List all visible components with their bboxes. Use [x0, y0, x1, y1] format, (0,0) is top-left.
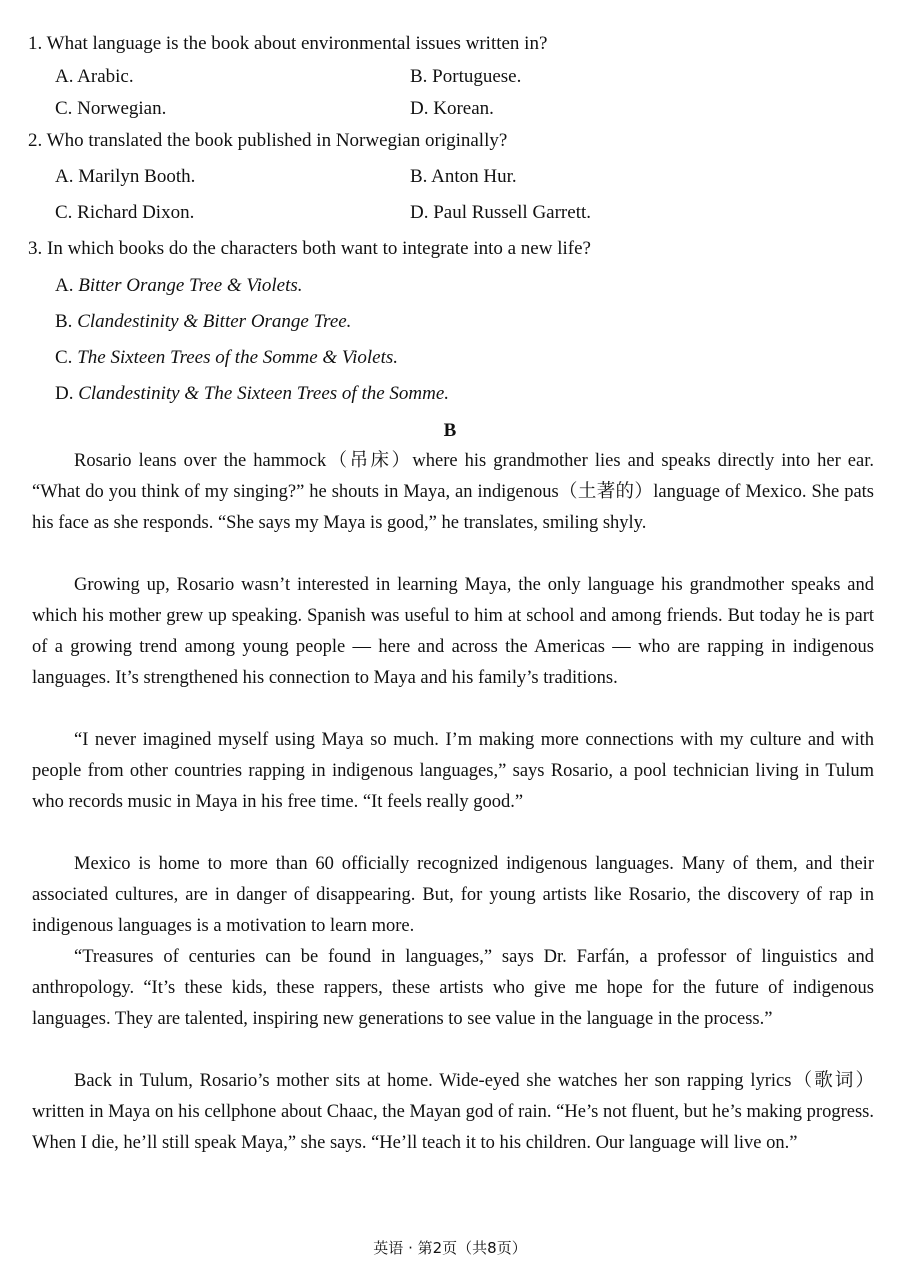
option-text: Clandestinity & The Sixteen Trees of the Somme.: [78, 383, 450, 404]
passage-paragraph-5: “Treasures of centuries can be found in languages,” says Dr. Farfán, a professor of linguistics and anthropology. “It’s these kids, these rappers, these artists who give me hope for the future of indigenous languages. They are talented, inspiring new generations to see value in the language in the process.”: [32, 947, 874, 1029]
question-1-stem: 1. What language is the book about environmental issues written in?: [28, 33, 548, 54]
question-1-option-c: C. Norwegian.: [55, 98, 167, 119]
passage-paragraph-1: Rosario leans over the hammock（吊床）where his grandmother lies and speaks directly into her ear. “What do you think of my singing?” he shouts in Maya, an indigenous（土著的）language of Mexico. She pats his face as she responds. “She says my Maya is good,” he translates, smiling shyly.: [32, 451, 874, 533]
question-1-option-a: A. Arabic.: [55, 66, 134, 87]
option-letter: D.: [55, 383, 74, 404]
option-text: The Sixteen Trees of the Somme & Violets.: [77, 347, 399, 368]
page-footer: 英语 · 第2页（共8页）: [373, 1239, 527, 1257]
question-3-option-d: [55, 383, 449, 405]
passage-paragraph-2: Growing up, Rosario wasn’t interested in learning Maya, the only language his grandmother speaks and which his mother grew up speaking. Spanish was useful to him at school and among friends. But today he is part of a growing trend among young people — here and across the Americas — who are rapping in indigenous languages. It’s strengthened his connection to Maya and his family’s traditions.: [32, 575, 874, 688]
question-2-stem: 2. Who translated the book published in Norwegian originally?: [28, 130, 508, 151]
question-3-stem: 3. In which books do the characters both want to integrate into a new life?: [28, 238, 591, 259]
question-1-option-b: B. Portuguese.: [410, 66, 522, 87]
question-2-option-a: A. Marilyn Booth.: [55, 166, 196, 187]
option-letter: A.: [55, 275, 74, 296]
question-3-option-a: [55, 275, 303, 297]
option-text: Clandestinity & Bitter Orange Tree.: [77, 311, 352, 332]
option-letter: C.: [55, 347, 73, 368]
passage-paragraph-6: Back in Tulum, Rosario’s mother sits at home. Wide-eyed she watches her son rapping lyrics（歌词）written in Maya on his cellphone about Chaac, the Mayan god of rain. “He’s not fluent, but he’s making progress. When I die, he’ll still speak Maya,” she says. “He’ll teach it to his children. Our language will live on.”: [32, 1071, 874, 1153]
question-1-option-d: D. Korean.: [410, 98, 494, 119]
option-letter: B.: [55, 311, 73, 332]
option-text: Bitter Orange Tree & Violets.: [78, 275, 303, 296]
question-3-option-b: [55, 311, 351, 333]
question-2-option-b: B. Anton Hur.: [410, 166, 517, 187]
question-3-option-c: [55, 347, 398, 369]
passage-paragraph-4: Mexico is home to more than 60 officially recognized indigenous languages. Many of them, and their associated cultures, are in danger of disappearing. But, for young artists like Rosario, the discovery of rap in indigenous languages is a motivation to learn more.: [32, 854, 874, 936]
question-2-option-c: C. Richard Dixon.: [55, 202, 195, 223]
passage-paragraph-3: “I never imagined myself using Maya so much. I’m making more connections with my culture and with people from other countries rapping in indigenous languages,” says Rosario, a pool technician living in Tulum who records music in Maya in his free time. “It feels really good.”: [32, 730, 874, 812]
section-heading: B: [443, 420, 457, 441]
question-2-option-d: D. Paul Russell Garrett.: [410, 202, 592, 223]
